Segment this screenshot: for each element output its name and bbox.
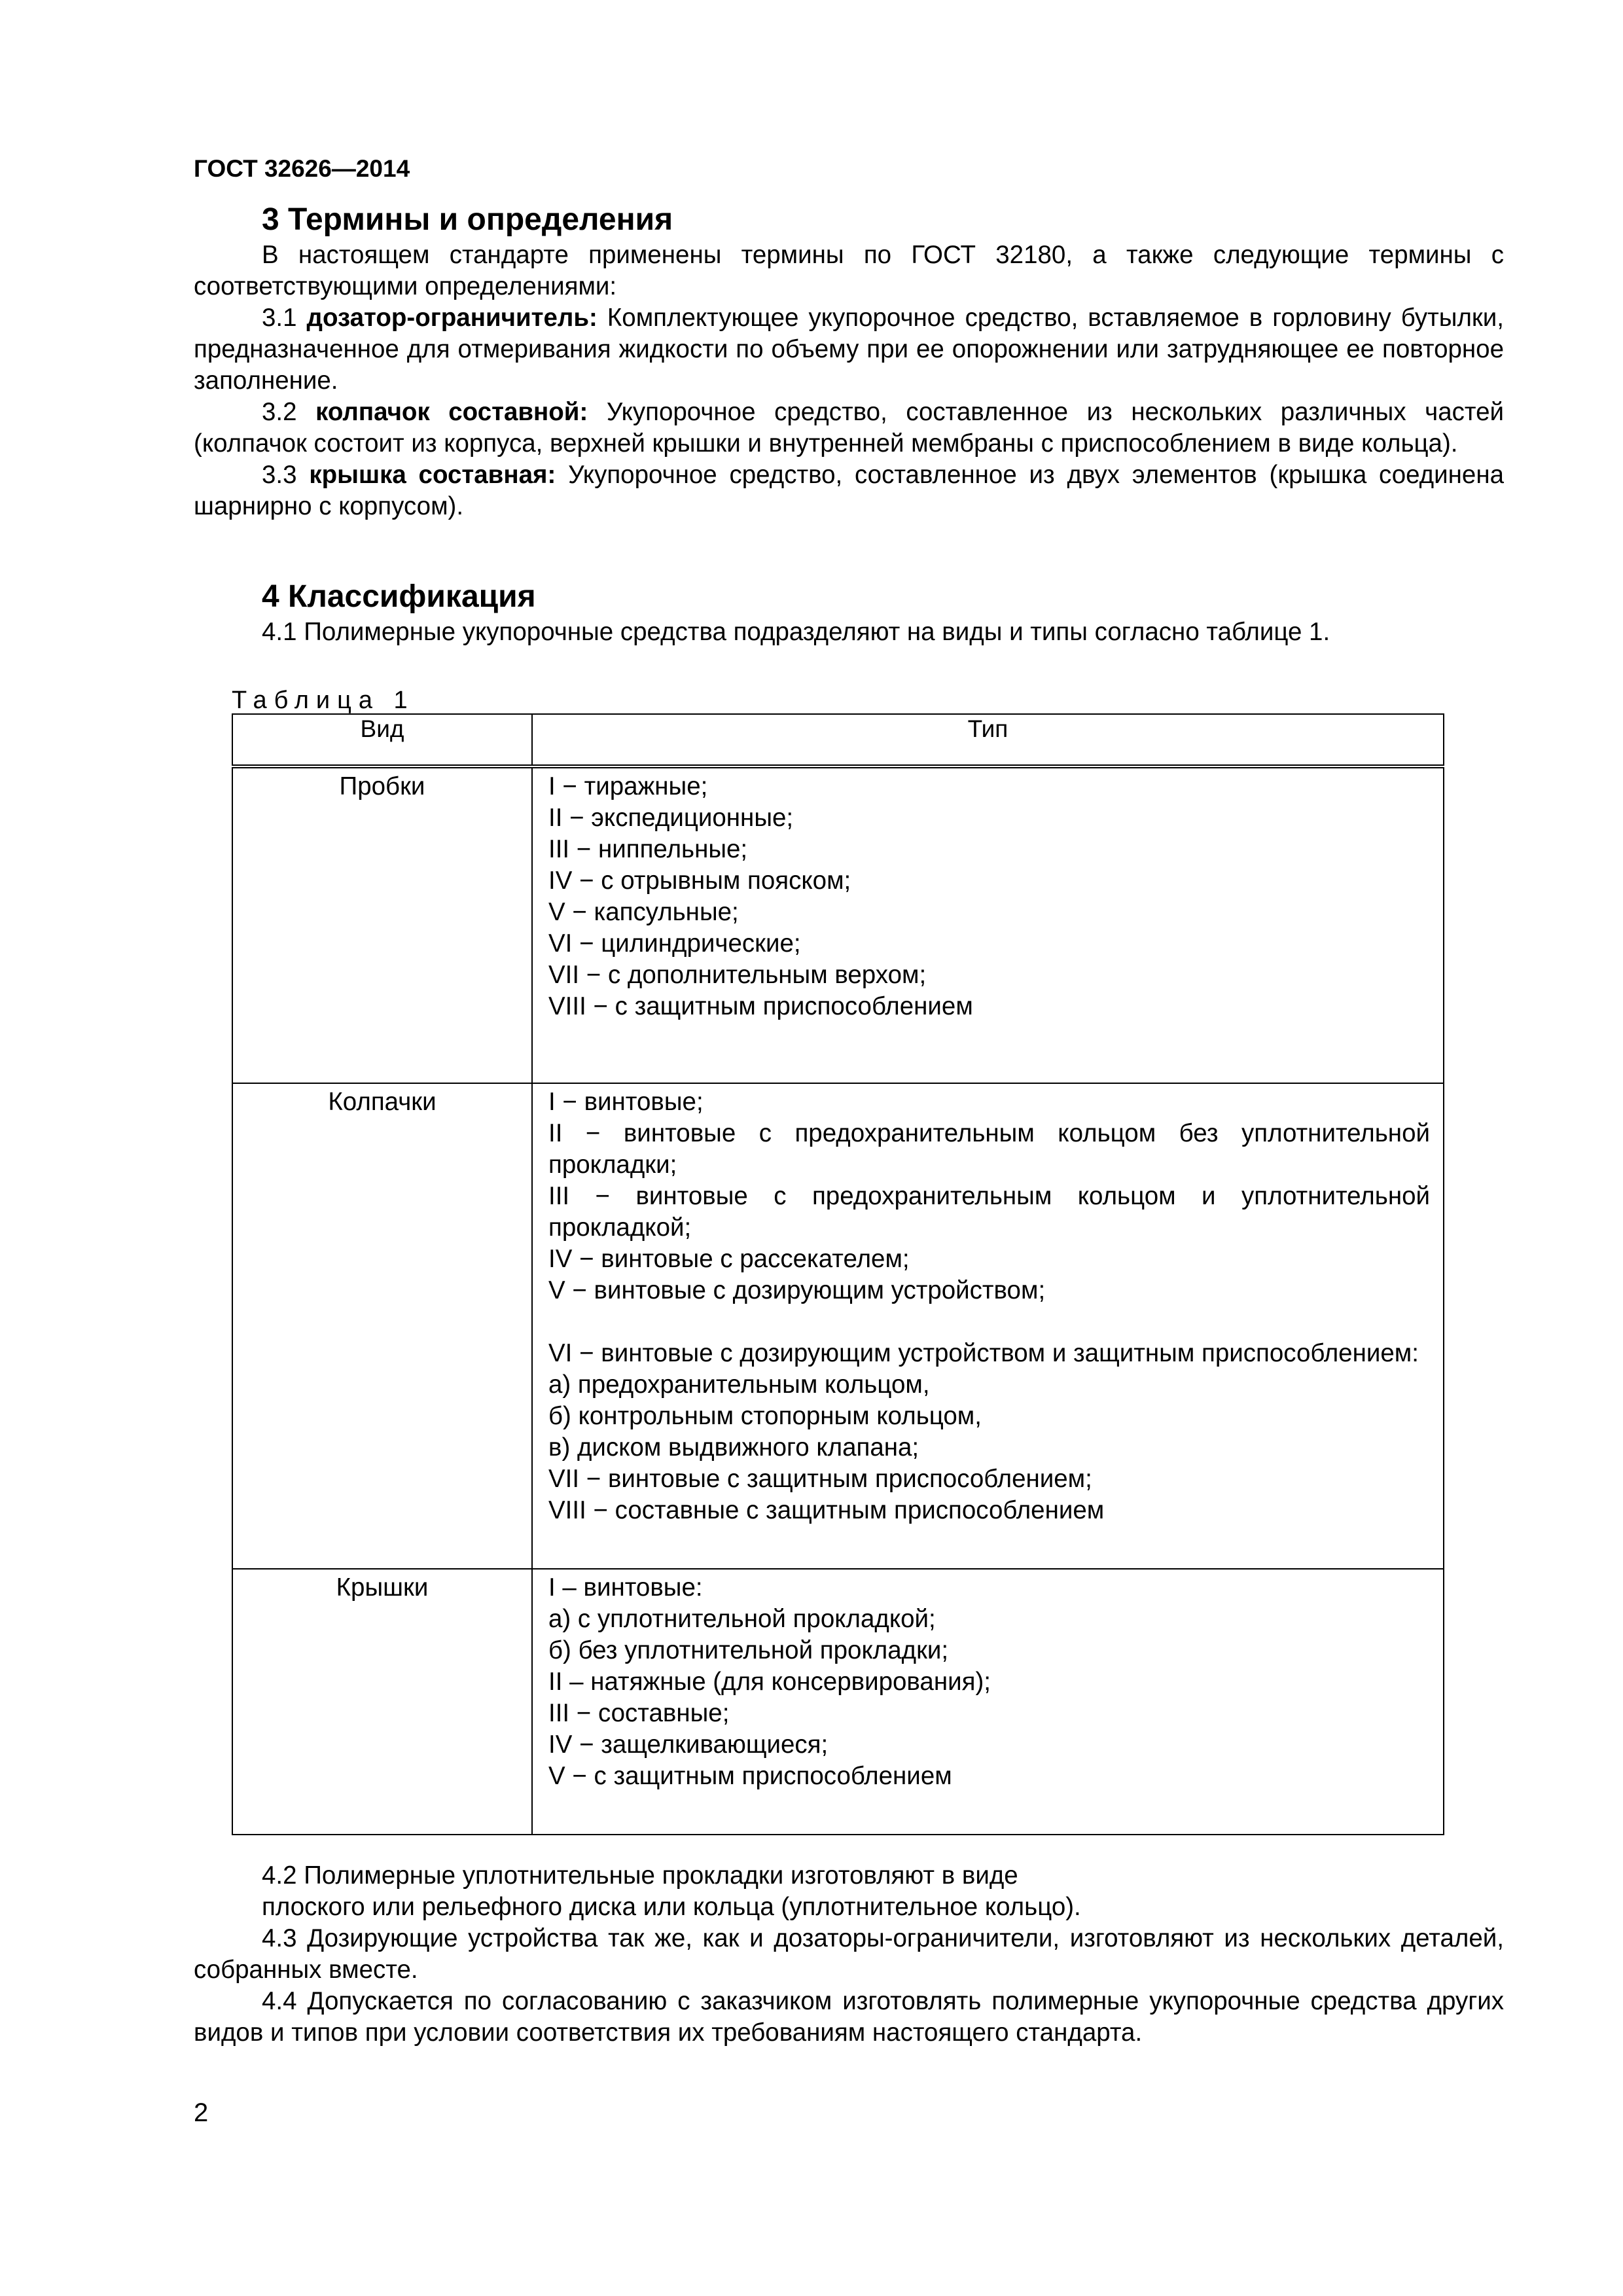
type-line: III − составные;	[548, 1699, 730, 1727]
term-3-3	[194, 459, 1504, 522]
vid-cell: Крышки	[232, 1569, 532, 1835]
section-3-heading: 3 Термины и определения	[262, 202, 673, 237]
section-4-closing-block	[194, 1860, 1504, 2049]
vid-cell: Колпачки	[232, 1083, 532, 1569]
type-line: в) диском выдвижного клапана;	[548, 1433, 919, 1462]
type-line: VI − цилиндрические;	[548, 929, 801, 958]
blank-spacer	[548, 1306, 1430, 1338]
classification-table	[232, 713, 1444, 1835]
table-row	[232, 1083, 1444, 1569]
term-number: 3.3	[262, 461, 297, 489]
paragraph-4-3: 4.3 Дозирующие устройства так же, как и дозаторы-ограничители, изготовляют из нескольких деталей, собранных вместе.	[194, 1924, 1504, 1984]
type-line: IV − с отрывным пояском;	[548, 867, 851, 895]
type-line: V − винтовые с дозирующим устройством;	[548, 1276, 1046, 1304]
type-line: V − с защитным приспособлением	[548, 1762, 952, 1790]
paragraph-4-4: 4.4 Допускается по согласованию с заказчиком изготовлять полимерные укупорочные средства других видов и типов при условии соответствия их требованиям настоящего стандарта.	[194, 1987, 1504, 2047]
types-cell	[532, 1083, 1444, 1569]
column-header-tip: Тип	[532, 714, 1444, 766]
paragraph-4-2-line-1: 4.2 Полимерные уплотнительные прокладки изготовляют в виде	[262, 1861, 1018, 1890]
term-name: колпачок составной:	[315, 398, 588, 426]
types-cell	[532, 1569, 1444, 1835]
paragraph-4-1: 4.1 Полимерные укупорочные средства подразделяют на виды и типы согласно таблице 1.	[262, 618, 1330, 646]
type-line: VII − винтовые с защитным приспособлением;	[548, 1465, 1092, 1493]
type-line: IV − защелкивающиеся;	[548, 1731, 829, 1759]
term-name: крышка составная:	[309, 461, 556, 489]
term-number: 3.1	[262, 304, 297, 332]
type-line: VIII − составные с защитным приспособлением	[548, 1496, 1105, 1524]
term-3-2	[194, 397, 1504, 459]
section-4-heading: 4 Классификация	[262, 579, 536, 614]
type-line: III − винтовые с предохранительным кольцом и уплотнительной прокладкой;	[548, 1182, 1430, 1242]
table-header-row	[232, 714, 1444, 766]
vid-cell: Пробки	[232, 766, 532, 1083]
type-line: II − экспедиционные;	[548, 804, 794, 832]
section-4-intro-block	[194, 617, 1504, 648]
type-line: VI − винтовые с дозирующим устройством и защитным приспособлением:	[548, 1339, 1419, 1367]
type-line: VIII − с защитным приспособлением	[548, 992, 973, 1020]
term-3-1	[194, 302, 1504, 397]
types-cell	[532, 766, 1444, 1083]
section-3-intro: В настоящем стандарте применены термины по ГОСТ 32180, а также следующие термины с соответствующими определениями:	[194, 241, 1504, 300]
type-line: I − винтовые;	[548, 1088, 704, 1116]
type-line: VII − с дополнительным верхом;	[548, 961, 927, 989]
term-definition: Укупорочное средство, составленное из нескольких различных частей (колпачок состоит из корпуса, верхней крышки и внутренней мембраны с приспособлением в виде кольца).	[194, 398, 1504, 457]
type-line: б) контрольным стопорным кольцом,	[548, 1402, 982, 1430]
table-row	[232, 766, 1444, 1083]
type-line: б) без уплотнительной прокладки;	[548, 1636, 949, 1664]
table-caption: Таблица 1	[232, 687, 415, 714]
document-code-header: ГОСТ 32626—2014	[194, 155, 410, 182]
type-line: I − тиражные;	[548, 772, 708, 800]
page-number: 2	[194, 2098, 209, 2127]
type-line: III − ниппельные;	[548, 835, 748, 863]
paragraph-4-2-line-2: плоского или рельефного диска или кольца (уплотнительное кольцо).	[262, 1893, 1081, 1921]
type-line: II − винтовые с предохранительным кольцом без уплотнительной прокладки;	[548, 1119, 1430, 1179]
term-definition: Укупорочное средство, составленное из двух элементов (крышка соединена шарнирно с корпусом).	[194, 461, 1505, 520]
type-line: IV − винтовые с рассекателем;	[548, 1245, 910, 1273]
type-line: а) предохранительным кольцом,	[548, 1371, 930, 1399]
term-number: 3.2	[262, 398, 297, 426]
section-3-body	[194, 240, 1504, 522]
term-name: дозатор-ограничитель:	[306, 304, 597, 332]
type-line: I – винтовые:	[548, 1573, 703, 1602]
table-row	[232, 1569, 1444, 1835]
type-line: а) с уплотнительной прокладкой;	[548, 1605, 936, 1633]
type-line: V − капсульные;	[548, 898, 739, 926]
column-header-vid: Вид	[232, 714, 532, 766]
term-definition: Комплектующее укупорочное средство, вставляемое в горловину бутылки, предназначенное для отмеривания жидкости по объему при ее опорожнении или затрудняющее ее повторное заполнение.	[194, 304, 1504, 395]
type-line: II – натяжные (для консервирования);	[548, 1668, 991, 1696]
